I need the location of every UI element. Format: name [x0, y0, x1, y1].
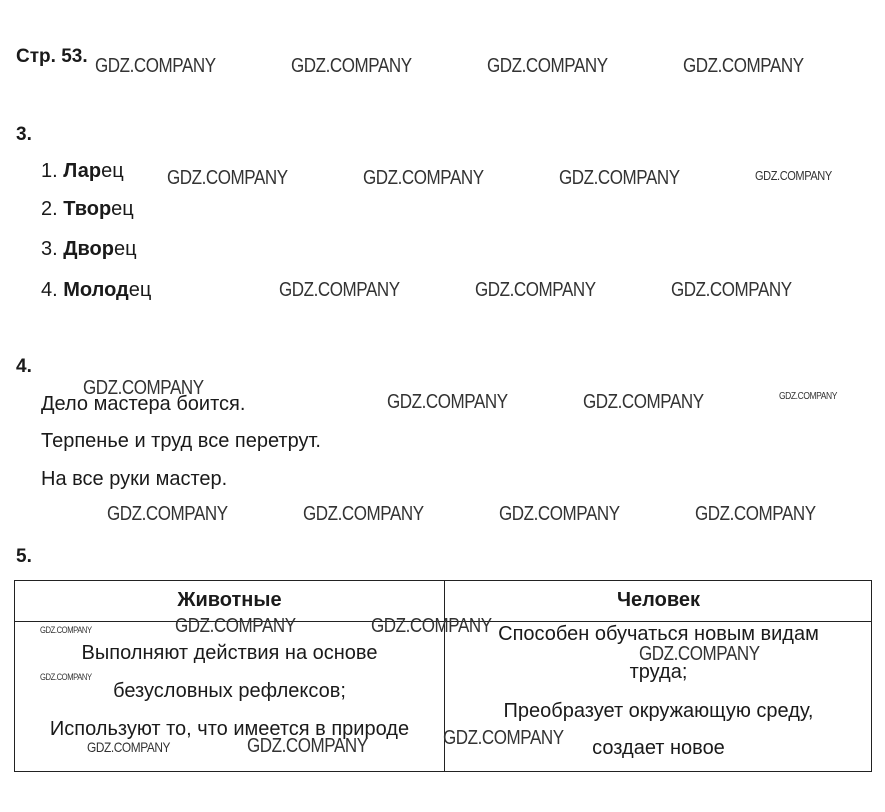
watermark: GDZ.COMPANY — [499, 503, 620, 525]
watermark: GDZ.COMPANY — [559, 167, 680, 189]
watermark: GDZ.COMPANY — [475, 279, 596, 301]
list-item: 3. Дворец — [41, 238, 137, 260]
animals-cell-line: Используют то, что имеется в природе — [49, 718, 410, 740]
page-label: Стр. 53. — [16, 46, 88, 67]
watermark: GDZ.COMPANY — [583, 391, 704, 413]
watermark: GDZ.COMPANY — [363, 167, 484, 189]
watermark: GDZ.COMPANY — [487, 55, 608, 77]
watermark: GDZ.COMPANY — [683, 55, 804, 77]
list-item: 2. Творец — [41, 198, 134, 220]
watermark: GDZ.COMPANY — [695, 503, 816, 525]
section-5-number: 5. — [16, 546, 32, 567]
proverb-line: На все руки мастер. — [41, 468, 228, 490]
proverb-line: Терпенье и труд все перетрут. — [41, 430, 321, 452]
watermark: GDZ.COMPANY — [671, 279, 792, 301]
watermark: GDZ.COMPANY — [175, 615, 296, 637]
watermark: GDZ.COMPANY — [40, 625, 92, 635]
watermark: GDZ.COMPANY — [639, 643, 760, 665]
section-4-number: 4. — [16, 356, 32, 377]
human-cell-line: Способен обучаться новым видам — [498, 623, 819, 645]
watermark: GDZ.COMPANY — [387, 391, 508, 413]
watermark: GDZ.COMPANY — [40, 672, 92, 682]
header-animals: Животные — [177, 589, 282, 611]
animals-cell-line: Выполняют действия на основе — [81, 642, 378, 664]
watermark: GDZ.COMPANY — [779, 391, 837, 402]
animals-cell-line: безусловных рефлексов; — [113, 680, 346, 702]
watermark: GDZ.COMPANY — [291, 55, 412, 77]
watermark: GDZ.COMPANY — [87, 739, 171, 755]
section-3-number: 3. — [16, 124, 32, 145]
watermark: GDZ.COMPANY — [279, 279, 400, 301]
watermark: GDZ.COMPANY — [247, 735, 368, 757]
proverb-line: Дело мастера боится. — [41, 393, 246, 415]
human-cell-line: Преобразует окружающую среду, — [503, 700, 814, 722]
watermark: GDZ.COMPANY — [167, 167, 288, 189]
list-item: 1. Ларец — [41, 160, 124, 182]
human-cell-line: труда; — [629, 661, 688, 683]
watermark: GDZ.COMPANY — [371, 615, 492, 637]
human-cell-line: создает новое — [592, 737, 725, 759]
watermark: GDZ.COMPANY — [107, 503, 228, 525]
header-human: Человек — [617, 589, 700, 611]
watermark: GDZ.COMPANY — [443, 727, 564, 749]
watermark: GDZ.COMPANY — [83, 377, 204, 399]
list-item: 4. Молодец — [41, 279, 152, 301]
watermark: GDZ.COMPANY — [303, 503, 424, 525]
watermark: GDZ.COMPANY — [755, 168, 832, 183]
watermark: GDZ.COMPANY — [95, 55, 216, 77]
